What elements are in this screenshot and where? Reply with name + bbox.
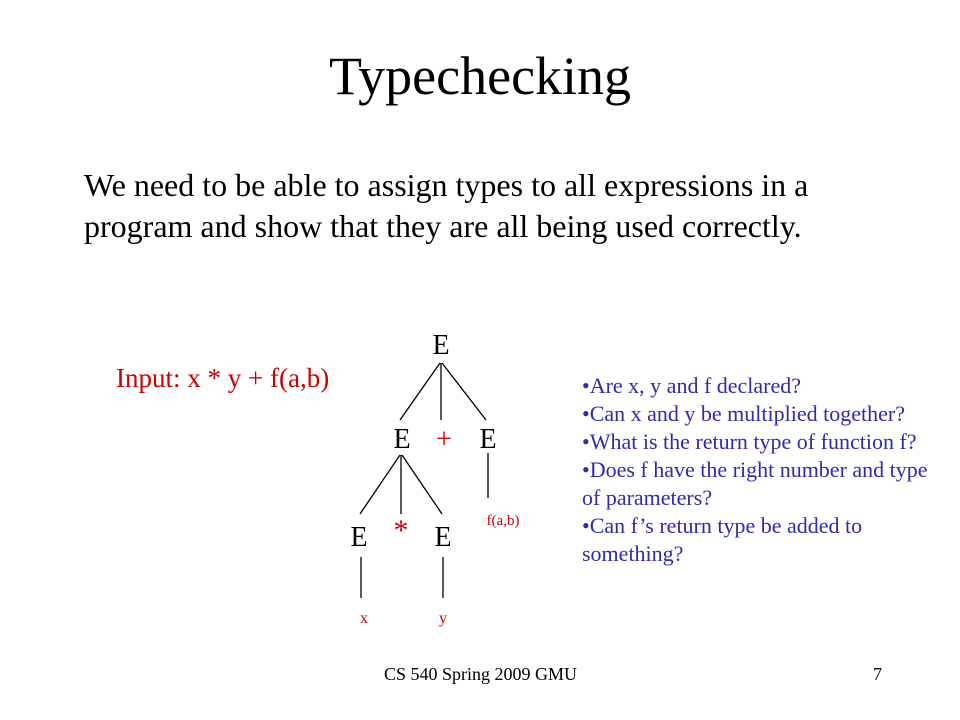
tree-node-left: E: [393, 424, 411, 455]
tree-leaf-f: f(a,b): [486, 513, 520, 529]
tree-leaf-y: y: [439, 610, 447, 627]
slide-title: Typechecking: [328, 46, 632, 106]
question-item: •What is the return type of function f?: [582, 429, 917, 454]
tree-leaf-x: x: [360, 610, 368, 627]
question-item: •Can x and y be multiplied together?: [582, 401, 905, 426]
edge-root-right: [442, 363, 486, 420]
question-item: •Are x, y and f declared?: [582, 373, 802, 398]
tree-node-lr: E: [434, 522, 452, 553]
tree-node-right: E: [479, 424, 497, 455]
questions-list: [582, 372, 942, 568]
question-item: •Can f’s return type be added to something?: [582, 513, 863, 566]
edge-root-left: [400, 363, 440, 420]
tree-node-ll: E: [350, 522, 368, 553]
tree-node-times: *: [393, 514, 409, 547]
footer-course: CS 540 Spring 2009 GMU: [384, 664, 578, 684]
edge-left-ll: [360, 455, 400, 514]
parse-tree-edges: [360, 363, 488, 598]
tree-node-plus: +: [436, 424, 452, 455]
footer-page-number: 7: [873, 664, 882, 684]
question-item: •Does f have the right number and type of parameters?: [582, 457, 928, 510]
input-label: Input: x * y + f(a,b): [116, 363, 330, 393]
edge-left-lr: [402, 455, 442, 514]
tree-node-root: E: [432, 330, 450, 361]
body-paragraph: We need to be able to assign types to all expressions in a program and show that they are all being used correctly.: [84, 167, 809, 244]
